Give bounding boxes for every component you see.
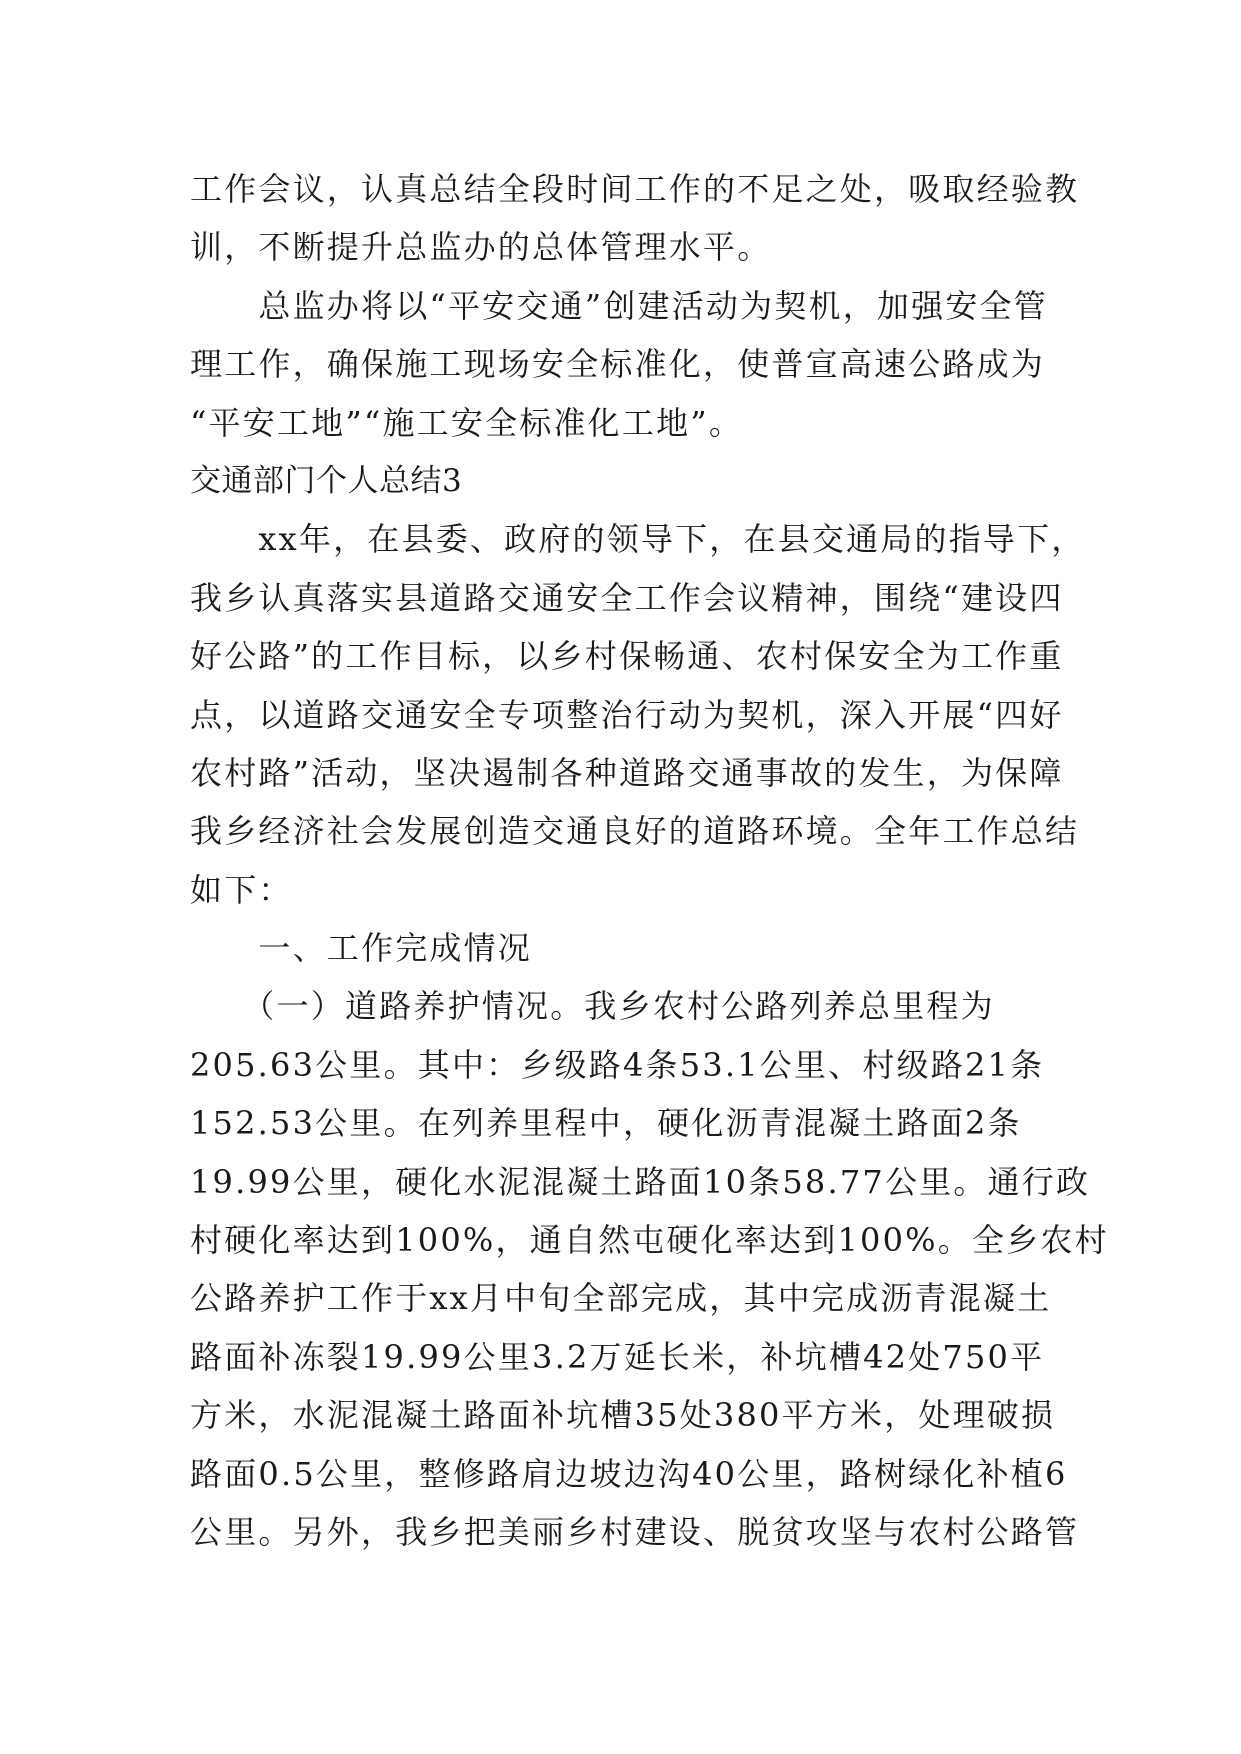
text-line: 村硬化率达到100%，通自然屯硬化率达到100%。全乡农村: [190, 1221, 1109, 1260]
text-line: 路面0.5公里，整修路肩边坡边沟40公里，路树绿化补植6: [190, 1454, 1068, 1493]
text-line: 如下：: [190, 870, 293, 909]
text-line: 训，不断提升总监办的总体管理水平。: [190, 228, 772, 267]
text-line: 我乡经济社会发展创造交通良好的道路环境。全年工作总结: [190, 812, 1080, 851]
text-line: 公路养护工作于xx月中旬全部完成，其中完成沥青混凝土: [190, 1279, 1052, 1318]
text-line: 农村路”活动，坚决遏制各种道路交通事故的发生，为保障: [190, 753, 1064, 792]
text-line: 我乡认真落实县道路交通安全工作会议精神，围绕“建设四: [190, 578, 1064, 617]
text-line: 19.99公里，硬化水泥混凝土路面10条58.77公里。通行政: [190, 1162, 1091, 1201]
text-line: “平安工地”“施工安全标准化工地”。: [190, 403, 744, 442]
text-line: 152.53公里。在列养里程中，硬化沥青混凝土路面2条: [190, 1104, 1022, 1143]
text-line: 205.63公里。其中：乡级路4条53.1公里、村级路21条: [190, 1045, 1045, 1084]
subheading-line: 一、工作完成情况: [190, 929, 533, 968]
text-line: 方米，水泥混凝土路面补坑槽35处380平方米，处理破损: [190, 1396, 1056, 1435]
paragraph-line: 总监办将以“平安交通”创建活动为契机，加强安全管: [190, 286, 1048, 325]
text-line: 路面补冻裂19.99公里3.2万延长米，补坑槽42处750平: [190, 1337, 1045, 1376]
text-line: 好公路”的工作目标，以乡村保畅通、农村保安全为工作重: [190, 637, 1064, 676]
text-line: 点，以道路交通安全专项整治行动为契机，深入开展“四好: [190, 695, 1064, 734]
text-line: 公里。另外，我乡把美丽乡村建设、脱贫攻坚与农村公路管: [190, 1512, 1080, 1551]
paragraph-line: xx年，在县委、政府的领导下，在县交通局的指导下，: [190, 520, 1086, 559]
paragraph-line: （一）道路养护情况。我乡农村公路列养总里程为: [190, 987, 995, 1026]
section-heading: 交通部门个人总结3: [190, 462, 463, 499]
text-line: 工作会议，认真总结全段时间工作的不足之处，吸取经验教: [190, 170, 1080, 208]
text-line: 理工作，确保施工现场安全标准化，使普宣高速公路成为: [190, 345, 1046, 384]
body-text: [190, 160, 1109, 1561]
